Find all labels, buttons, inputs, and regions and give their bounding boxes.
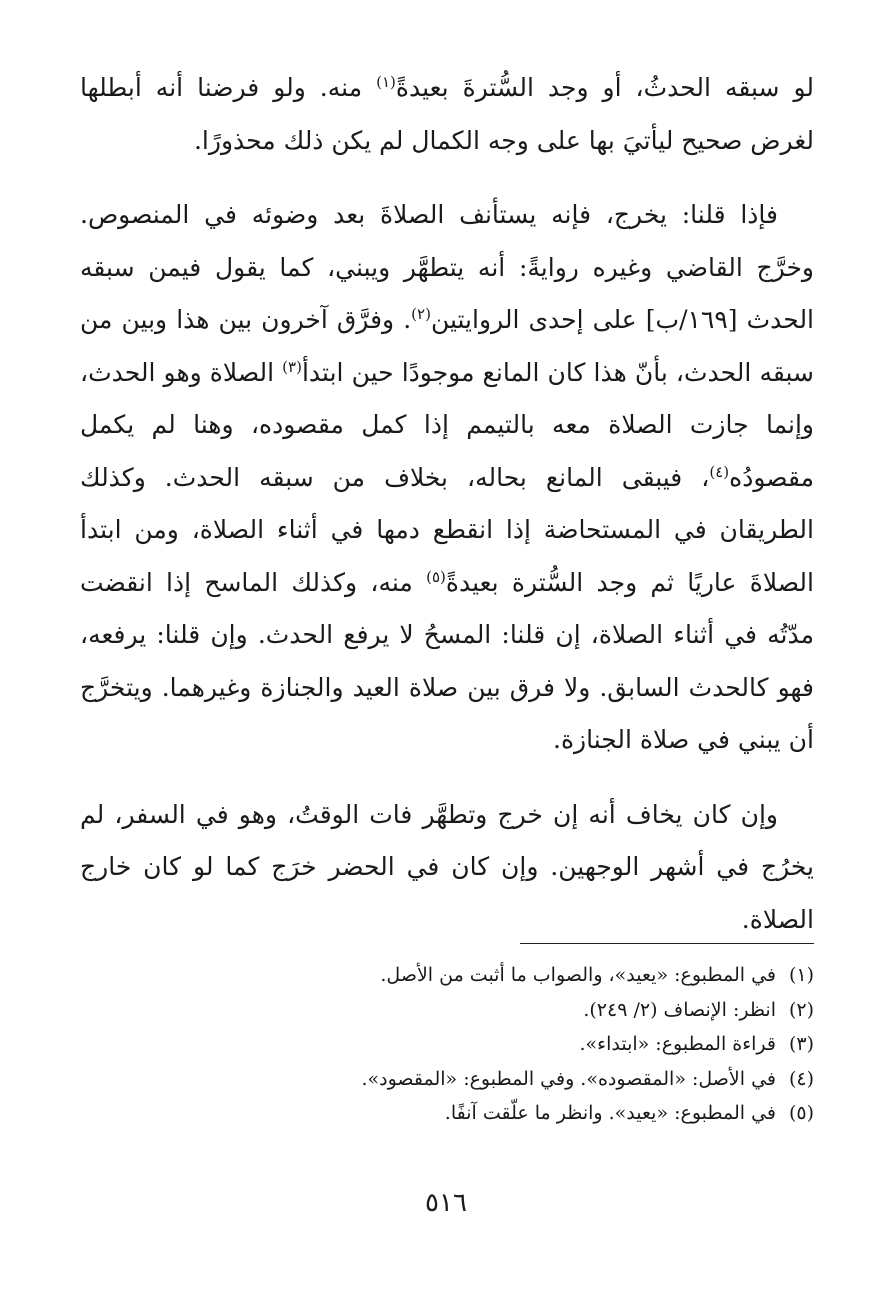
paragraph-2-text-1: فإذا قلنا: يخرج، فإنه يستأنف الصلاةَ بعد وضوئه في المنصوص. وخرَّج القاضي وغيره روايةً: أنه يتطهَّر ويبني، كما يقول فيمن سبقه الحدث [١٦٩/ب] على إحدى الروايتين xyxy=(80,200,815,334)
footnote-5 xyxy=(80,1096,814,1131)
paragraph-1-text-1: لو سبقه الحدثُ، أو وجد السُّترةَ بعيدةً xyxy=(395,73,814,102)
footnote-3-number: (٣) xyxy=(788,1033,814,1055)
footnote-3-text: قراءة المطبوع: «ابتداء». xyxy=(579,1033,776,1055)
footnote-ref-1: (١) xyxy=(376,73,396,91)
page-number: ٥١٦ xyxy=(425,1188,467,1218)
footnote-2-number: (٢) xyxy=(788,998,814,1021)
footnote-4-number: (٤) xyxy=(788,1067,814,1090)
footnote-ref-2: (٢) xyxy=(411,305,431,323)
footnote-1-text: في المطبوع: «يعيد»، والصواب ما أثبت من الأصل. xyxy=(380,964,776,986)
footnote-5-number: (٥) xyxy=(788,1102,814,1124)
paragraph-2-text-2: . وفرَّق آخرون بين هذا وبين من سبقه الحدث، بأنّ هذا كان المانع موجودًا حين ابتدأ xyxy=(80,305,814,387)
footnote-ref-3: (٣) xyxy=(282,357,302,376)
footnote-1-number: (١) xyxy=(788,964,814,986)
paragraph-2 xyxy=(80,189,814,767)
paragraph-1 xyxy=(80,62,814,167)
paragraph-2-text-4: ، فيبقى المانع بحاله، بخلاف من سبقه الحدث. وكذلك الطريقان في المستحاضة إذا انقطع دمها في أثناء الصلاة، ومن ابتدأ الصلاةَ عاريًا ثم وجد السُّترة بعيدةً xyxy=(80,462,814,597)
footnote-5-text: في المطبوع: «يعيد». وانظر ما علّقت آنفًا. xyxy=(444,1102,776,1124)
footnote-4 xyxy=(80,1062,814,1097)
page-body xyxy=(80,62,814,968)
paragraph-1-text-2: منه. ولو فرضنا أنه أبطلها لغرض صحيح ليأتيَ بها على وجه الكمال لم يكن ذلك محذورًا. xyxy=(80,73,814,155)
paragraph-2-text-3: الصلاة وهو الحدث، وإنما جازت الصلاة معه بالتيمم إذا كمل مقصوده، وهنا لم يكمل مقصودُه xyxy=(80,357,814,492)
footnote-ref-4: (٤) xyxy=(709,462,730,481)
footnote-ref-5: (٥) xyxy=(426,567,446,586)
footnote-2-text: انظر: الإنصاف (٢/ ٢٤٩). xyxy=(583,998,776,1021)
footnote-separator xyxy=(520,943,814,944)
footnotes-list xyxy=(80,958,814,1131)
paragraph-3-text-1: وإن كان يخاف أنه إن خرج وتطهَّر فات الوقتُ، وهو في السفر، لم يخرُج في أشهر الوجهين. وإن كان في الحضر خرَج كما لو كان خارج الصلاة. xyxy=(80,799,814,934)
footnote-4-text: في الأصل: «المقصوده». وفي المطبوع: «المقصود». xyxy=(361,1067,776,1090)
footnote-3 xyxy=(80,1027,814,1062)
paragraph-2-text-5: منه، وكذلك الماسح إذا انقضت مدّتُه في أثناء الصلاة، إن قلنا: المسحُ لا يرفع الحدث. وإن قلنا: يرفعه، فهو كالحدث السابق. ولا فرق بين صلاة العيد والجنازة وغيرهما. ويتخرَّج أن يبني في صلاة الجنازة. xyxy=(80,567,814,754)
footnote-2 xyxy=(80,993,814,1028)
footnote-1 xyxy=(80,958,814,993)
paragraph-3 xyxy=(80,789,814,947)
